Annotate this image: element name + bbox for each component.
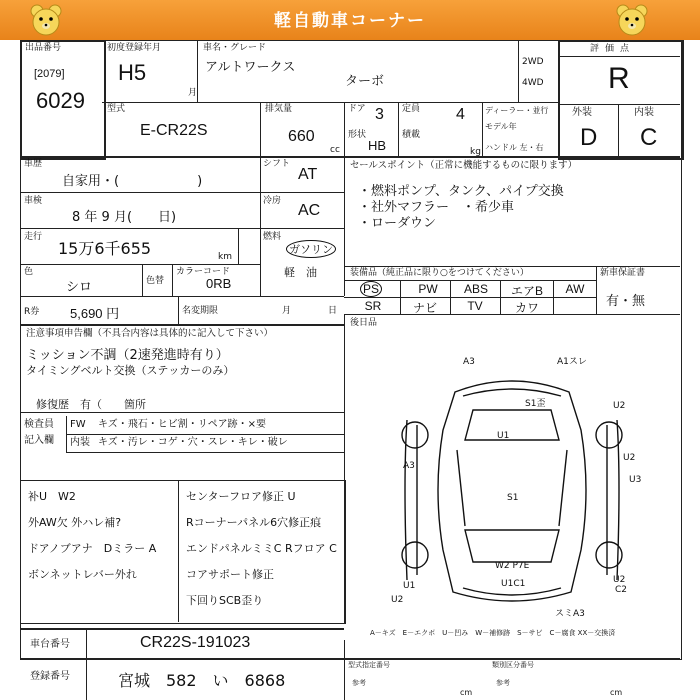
doors-label: ドア <box>348 104 366 114</box>
seats-label: 定員 <box>402 104 421 114</box>
score-value: R <box>608 62 630 95</box>
diagram-label: U2 <box>623 453 636 463</box>
diagram-label: A3 <box>463 357 475 367</box>
lot-number: 6029 <box>36 88 85 113</box>
model-year-label: モデル年 <box>485 122 517 131</box>
fw-label: FW <box>70 419 86 430</box>
int-check-label: 内装 <box>70 437 90 448</box>
dealer-label: ディーラー・並行 <box>485 106 549 115</box>
footer-unit: cm <box>610 688 623 697</box>
diagram-label: S1歪 <box>525 399 546 409</box>
color-label: 色 <box>24 267 34 277</box>
diagram-legend: A－キズ E－エクボ U－凹み W－補修跡 S－サビ C－腐食 XX－交換済 <box>370 629 616 637</box>
footer-unit: cm <box>460 688 473 697</box>
shift-value: AT <box>298 166 318 183</box>
mileage-unit: km <box>218 252 232 262</box>
int-options: キズ・汚レ・コゲ・穴・スレ・キレ・破レ <box>98 437 288 448</box>
equip-aw: AW <box>565 282 585 296</box>
diagram-label: A3 <box>403 461 415 471</box>
body-value: HB <box>368 138 387 153</box>
inspect-label: 車検 <box>24 196 43 206</box>
diagram-label: U1 <box>497 431 510 441</box>
diagram-label: U1 <box>403 581 416 591</box>
doors-value: 3 <box>375 106 384 123</box>
name-change-label: 名変期限 <box>182 306 219 316</box>
score-label: 評価点 <box>590 44 636 54</box>
reg-month-unit: 月 <box>188 88 198 98</box>
ac-label: 冷房 <box>263 196 282 206</box>
fuel-diesel: 軽 油 <box>284 266 317 279</box>
mileage-value: 15万6千655 <box>58 239 152 258</box>
equip-navi: ナビ <box>412 301 437 315</box>
ext-grade: D <box>580 124 598 151</box>
model-name: アルトワークス <box>205 60 296 75</box>
plate-label: 登録番号 <box>30 671 70 682</box>
footer-label: 参考 <box>496 679 510 687</box>
remark-left: 外AW欠 外ハレ補? <box>28 516 122 529</box>
plate-value: 宮城 582 い 6868 <box>118 671 286 690</box>
color-value: シロ <box>66 280 93 295</box>
code-value: 0RB <box>206 276 232 291</box>
load-unit: kg <box>470 147 481 157</box>
manual-value: 有・無 <box>606 294 646 309</box>
history-value: 自家用・( ) <box>62 174 203 189</box>
diagram-label: C2 <box>615 585 628 595</box>
handle-label: ハンドル 左・右 <box>485 143 544 152</box>
recycle-label: R券 <box>24 307 40 317</box>
disp-value: 660 <box>288 128 315 145</box>
equip-tv: TV <box>467 299 483 313</box>
disp-label: 排気量 <box>265 104 293 114</box>
int-label: 内装 <box>634 107 654 118</box>
name-change-day: 日 <box>328 306 338 316</box>
bear-mascot-icon <box>614 2 650 38</box>
manual-label: 新車保証書 <box>600 268 646 278</box>
disp-unit: cc <box>330 145 340 155</box>
seats-value: 4 <box>456 106 465 123</box>
remark-left: 补U W2 <box>28 490 76 503</box>
equip-pw: PW <box>418 282 438 296</box>
checker-label: 記入欄 <box>24 435 54 446</box>
diagram-label: U2 <box>391 595 404 605</box>
reg-year: H5 <box>118 60 147 85</box>
after-label: 後日品 <box>350 318 378 328</box>
remark-right: 下回りSCB歪り <box>186 594 264 607</box>
equip-label: 装備品（純正品に限り○をつけてください） <box>350 268 529 278</box>
repair-history: 修復歴 有（ 箇所 <box>36 398 146 411</box>
mileage-label: 走行 <box>24 232 43 242</box>
fuel-label: 燃料 <box>263 232 282 242</box>
remark-left: ドアノブアナ Dミラー A <box>28 542 157 555</box>
drive-2wd: 2WD <box>522 57 544 67</box>
sales-label: セールスポイント（正常に機能するものに限ります） <box>350 160 578 171</box>
drive-4wd: 4WD <box>522 78 544 88</box>
remark-right: センターフロア修正 U <box>186 490 296 503</box>
bear-mascot-icon <box>28 2 64 38</box>
equip-airbag: エアB <box>510 284 543 298</box>
model-label: 車名・グレード <box>203 43 267 53</box>
chassis-label: 車台番号 <box>30 639 70 650</box>
name-change-month: 月 <box>282 306 292 316</box>
shift-label: シフト <box>263 159 291 169</box>
diagram-label: U2 <box>613 575 626 585</box>
equip-leather: カワ <box>514 301 539 315</box>
equip-sr: SR <box>364 299 382 313</box>
sales-item: ・社外マフラー ・希少車 <box>358 200 515 215</box>
footer-label: 参考 <box>352 679 366 687</box>
remark-right: Rコーナーパネル6穴修正痕 <box>186 516 322 529</box>
fw-options: キズ・飛石・ヒビ割・リペア跡・×要 <box>98 419 266 430</box>
sales-item: ・燃料ポンプ、タンク、パイプ交換 <box>358 184 564 199</box>
lot-session: [2079] <box>34 68 65 80</box>
footer-label: 型式指定番号 <box>348 661 390 669</box>
diagram-label: U3 <box>629 475 642 485</box>
car-damage-diagram <box>345 330 679 620</box>
remark-right: エンドパネルミミC Rフロア C <box>186 542 337 555</box>
ac-value: AC <box>298 202 321 219</box>
diagram-label: U2 <box>613 401 626 411</box>
body-label: 形状 <box>348 130 367 140</box>
history-label: 車歴 <box>24 159 43 169</box>
notes-line: タイミングベルト交換（ステッカーのみ） <box>26 364 235 377</box>
type-value: E-CR22S <box>140 122 208 139</box>
notes-label: 注意事項申告欄（不具合内容は具体的に記入して下さい） <box>26 328 274 339</box>
lot-label: 出品番号 <box>25 43 62 53</box>
type-label: 型式 <box>107 104 126 114</box>
diagram-label: U1C1 <box>501 579 526 589</box>
page-title: 軽自動車コーナー <box>274 11 426 31</box>
score-box <box>558 40 684 160</box>
diagram-label: W2 P7E <box>495 561 530 571</box>
diagram-label: スミA3 <box>555 609 585 619</box>
chassis-value: CR22S-191023 <box>140 634 251 651</box>
ext-label: 外装 <box>572 107 592 118</box>
equip-ps: PS <box>360 281 382 297</box>
remark-left: ボンネットレバー外れ <box>28 568 137 581</box>
code-label: カラーコード <box>176 267 231 277</box>
checker-label: 検査員 <box>24 419 54 430</box>
remark-right: コアサポート修正 <box>186 568 274 581</box>
inspect-value: 8 年 9 月( 日) <box>72 210 177 225</box>
load-label: 積載 <box>402 130 421 140</box>
diagram-label: S1 <box>507 493 519 503</box>
footer-label: 類別区分番号 <box>492 661 534 669</box>
model-grade: ターボ <box>345 74 385 89</box>
notes-line: ミッション不調（2速発進時有り） <box>26 348 229 363</box>
swap-label: 色替 <box>146 276 165 286</box>
int-grade: C <box>640 124 658 151</box>
reg-label: 初度登録年月 <box>107 43 162 53</box>
diagram-label: A1スレ <box>557 357 587 367</box>
fuel-gas: ガソリン <box>286 240 336 258</box>
sales-item: ・ローダウン <box>358 216 437 231</box>
equip-abs: ABS <box>463 282 488 296</box>
recycle-value: 5,690 円 <box>70 306 120 321</box>
